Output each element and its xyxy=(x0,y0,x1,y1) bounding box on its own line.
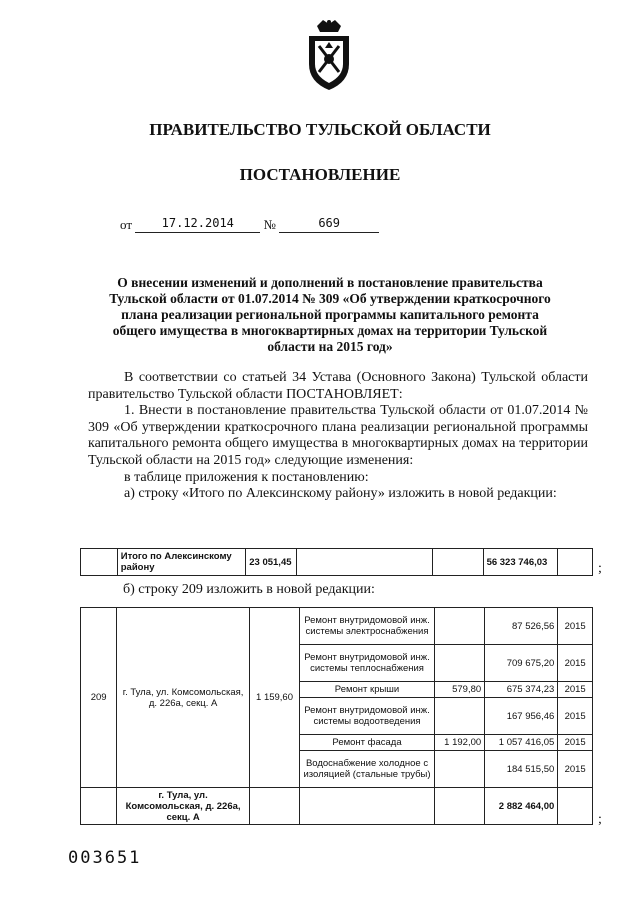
serial-stamp: 003651 xyxy=(68,848,142,868)
paragraph-b: б) строку 209 изложить в новой редакции: xyxy=(123,582,375,597)
work-year: 2015 xyxy=(558,751,593,788)
table-row xyxy=(81,608,593,645)
total-cost: 56 323 746,03 xyxy=(483,549,558,576)
total-area: 23 051,45 xyxy=(246,549,297,576)
work-qty xyxy=(434,751,484,788)
table2-semicolon: ; xyxy=(598,812,602,827)
work-cost: 184 515,50 xyxy=(485,751,558,788)
total-address: г. Тула, ул. Комсомольская, д. 226а, секц. А xyxy=(117,788,250,825)
work-cost: 675 374,23 xyxy=(485,682,558,698)
work-name: Водоснабжение холодное с изоляцией (стальные трубы) xyxy=(300,751,435,788)
work-name: Ремонт внутридомовой инж. системы теплоснабжения xyxy=(300,645,435,682)
work-cost: 87 526,56 xyxy=(485,608,558,645)
table-row-209 xyxy=(80,607,593,825)
paragraph-1: В соответствии со статьей 34 Устава (Основного Закона) Тульской области правительство Тульской области ПОСТАНОВЛЯЕТ: xyxy=(88,370,588,402)
work-year: 2015 xyxy=(558,608,593,645)
document-body xyxy=(88,370,588,503)
paragraph-4: а) строку «Итого по Алексинскому району» изложить в новой редакции: xyxy=(124,486,557,502)
work-name: Ремонт внутридомовой инж. системы водоотведения xyxy=(300,698,435,735)
document-date: 17.12.2014 xyxy=(135,217,260,233)
table-aleksin-total xyxy=(80,548,593,576)
work-qty: 1 192,00 xyxy=(434,735,484,751)
coat-of-arms-emblem xyxy=(303,18,355,92)
government-title: ПРАВИТЕЛЬСТВО ТУЛЬСКОЙ ОБЛАСТИ xyxy=(149,120,491,139)
work-year: 2015 xyxy=(558,698,593,735)
table-row xyxy=(81,549,593,576)
work-name: Ремонт крыши xyxy=(300,682,435,698)
work-year: 2015 xyxy=(558,735,593,751)
work-name: Ремонт фасада xyxy=(300,735,435,751)
total-label: Итого по Алексинскому району xyxy=(117,549,246,576)
work-year: 2015 xyxy=(558,682,593,698)
work-name: Ремонт внутридомовой инж. системы электроснабжения xyxy=(300,608,435,645)
work-qty: 579,80 xyxy=(434,682,484,698)
work-cost: 167 956,46 xyxy=(485,698,558,735)
paragraph-2: 1. Внести в постановление правительства Тульской области от 01.07.2014 № 309 «Об утверждении краткосрочного плана реализации региональной программы капитального ремонта общего имущества в многоквартирных домах на территории Тульской области на 2015 год» следующие изменения: xyxy=(88,403,588,468)
area-cell: 1 159,60 xyxy=(249,608,299,788)
document-subject: О внесении изменений и дополнений в постановление правительства Тульской области от 01.07.2014 № 309 «Об утверждении краткосрочного плана реализации региональной программы капитального ремонта общего имущества в многоквартирных домах на территории Тульской области на 2015 год» xyxy=(109,275,551,354)
work-qty xyxy=(434,698,484,735)
table1-semicolon: ; xyxy=(598,561,602,576)
table-row xyxy=(81,788,593,825)
work-qty xyxy=(434,608,484,645)
row-209-total: 2 882 464,00 xyxy=(485,788,558,825)
document-number: 669 xyxy=(279,217,379,233)
row-number: 209 xyxy=(81,608,117,788)
date-number-line xyxy=(120,217,379,233)
number-prefix: № xyxy=(263,217,276,232)
document-type: ПОСТАНОВЛЕНИЕ xyxy=(239,165,401,184)
work-cost: 709 675,20 xyxy=(485,645,558,682)
paragraph-3: в таблице приложения к постановлению: xyxy=(124,469,369,485)
work-year: 2015 xyxy=(558,645,593,682)
address-cell: г. Тула, ул. Комсомольская, д. 226а, секц. А xyxy=(117,608,250,788)
date-prefix: от xyxy=(120,217,133,232)
work-qty xyxy=(434,645,484,682)
work-cost: 1 057 416,05 xyxy=(485,735,558,751)
